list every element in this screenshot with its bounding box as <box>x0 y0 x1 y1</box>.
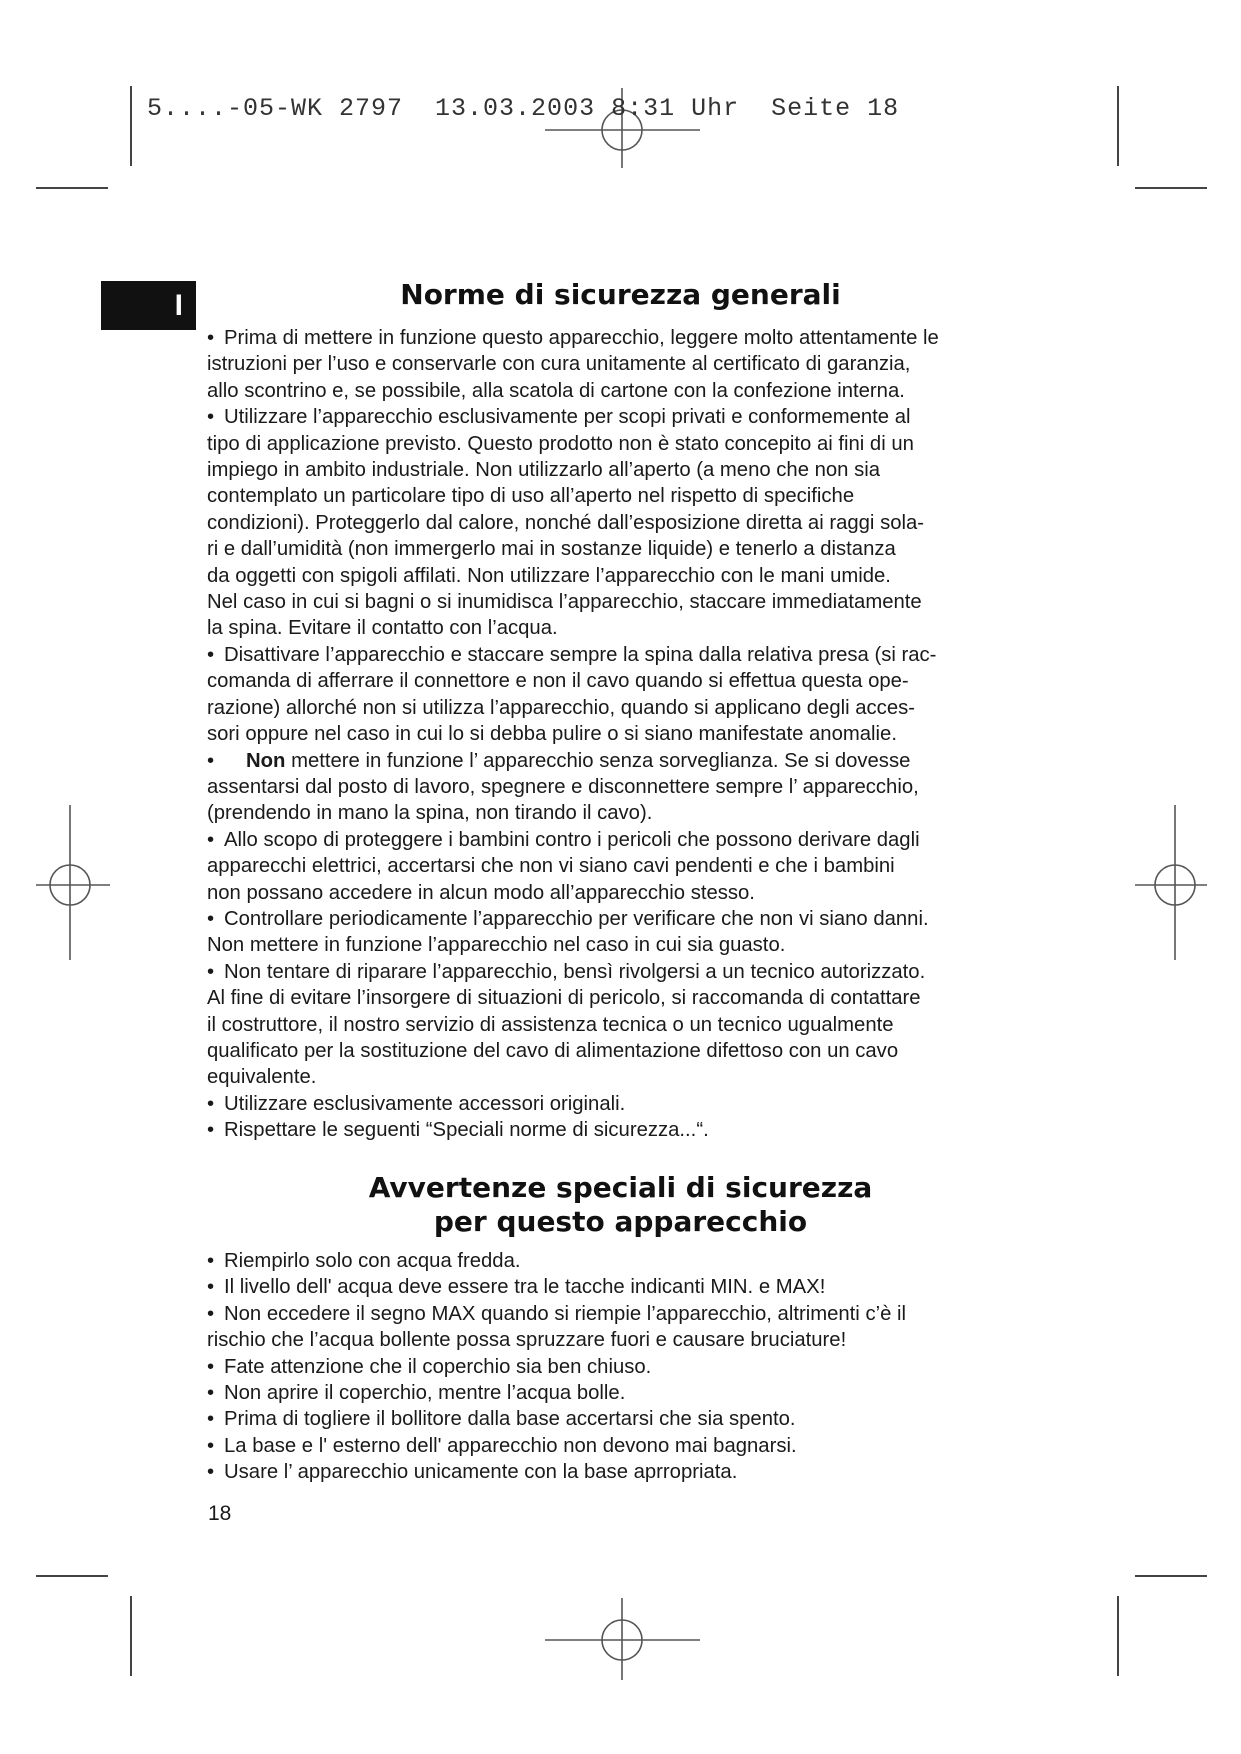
bullet: • <box>207 907 215 930</box>
list-item-line: Disattivare l’apparecchio e staccare sempre la spina dalla relativa presa (si rac- <box>224 643 937 666</box>
list-item <box>207 325 1067 404</box>
list-item-line: tipo di applicazione previsto. Questo prodotto non è stato concepito ai fini di un <box>207 432 914 455</box>
list-item-line: (prendendo in mano la spina, non tirando il cavo). <box>207 802 653 825</box>
list-item-line: Controllare periodicamente l’apparecchio per verificare che non vi siano danni. <box>224 907 929 930</box>
list-item-line: Utilizzare esclusivamente accessori originali. <box>224 1092 626 1115</box>
list-item-line: condizioni). Proteggerlo dal calore, nonché dall’esposizione diretta ai raggi sola- <box>207 511 925 534</box>
list-item-line: la spina. Evitare il contatto con l’acqua. <box>207 617 558 640</box>
section-title-special-warnings-line2: per questo apparecchio <box>433 1205 808 1238</box>
list-item <box>207 642 1067 748</box>
general-safety-list <box>207 325 1067 1144</box>
list-item-line: istruzioni per l’uso e conservarle con cura unitamente al certificato di garanzia, <box>207 353 911 376</box>
list-item-line: ri e dall’umidità (non immergerlo mai in sostanze liquide) e tenerlo a distanza <box>207 538 896 561</box>
list-item <box>207 827 1067 906</box>
language-tab: I <box>101 281 196 330</box>
list-item <box>207 1406 1067 1432</box>
list-item-line: non possano accedere in alcun modo all’apparecchio stesso. <box>207 881 755 904</box>
list-item-line: Prima di togliere il bollitore dalla base accertarsi che sia spento. <box>224 1408 796 1431</box>
special-warnings-list <box>207 1248 1067 1486</box>
bullet: • <box>207 406 215 429</box>
bullet: • <box>207 1119 215 1142</box>
list-item-line: Allo scopo di proteggere i bambini contro i pericoli che possono derivare dagli <box>224 828 920 851</box>
list-item-line: Non tentare di riparare l’apparecchio, bensì rivolgersi a un tecnico autorizzato. <box>224 960 926 983</box>
list-item-line: allo scontrino e, se possibile, alla scatola di cartone con la confezione interna. <box>207 379 905 402</box>
list-item <box>207 1459 1067 1485</box>
list-item-line: Rispettare le seguenti “Speciali norme di sicurezza...“. <box>224 1119 709 1142</box>
list-item-line: Riempirlo solo con acqua fredda. <box>224 1250 521 1272</box>
list-item <box>207 1091 1067 1117</box>
bullet: • <box>207 960 215 983</box>
bullet: • <box>207 1434 215 1457</box>
bullet: • <box>207 1408 215 1431</box>
list-item-line: il costruttore, il nostro servizio di assistenza tecnica o un tecnico ugualmente <box>207 1013 894 1036</box>
bullet: • <box>207 1276 215 1299</box>
bullet: • <box>207 1355 215 1378</box>
list-item-line: Nel caso in cui si bagni o si inumidisca l’apparecchio, staccare immediatamente <box>207 591 922 614</box>
page-number: 18 <box>208 1502 232 1525</box>
section-title-special-warnings-line1: Avvertenze speciali di sicurezza <box>368 1171 873 1204</box>
bullet: • <box>207 749 215 772</box>
list-item-line: mettere in funzione l’ apparecchio senza sorveglianza. Se si dovesse <box>285 749 911 772</box>
list-item <box>207 1274 1067 1300</box>
list-item <box>207 1433 1067 1459</box>
registration-mark-bottom <box>545 1598 700 1680</box>
list-item-line: Utilizzare l’apparecchio esclusivamente per scopi privati e conformemente al <box>224 406 911 429</box>
bullet: • <box>207 1382 215 1405</box>
bullet: • <box>207 1302 215 1325</box>
list-item-line: contemplato un particolare tipo di uso all’aperto nel rispetto di specifiche <box>207 485 855 508</box>
list-item-line: razione) allorché non si utilizza l’apparecchio, quando si applicano degli acces- <box>207 696 916 719</box>
list-item-line: rischio che l’acqua bollente possa spruzzare fuori e causare bruciature! <box>207 1329 847 1352</box>
bullet: • <box>207 327 215 349</box>
bullet: • <box>207 1250 215 1272</box>
bullet: • <box>207 1092 215 1115</box>
list-item-line: Prima di mettere in funzione questo apparecchio, leggere molto attentamente le <box>224 327 939 349</box>
list-item <box>207 959 1067 1091</box>
section-title-general-safety: Norme di sicurezza generali <box>400 278 841 311</box>
list-item-line: Non eccedere il segno MAX quando si riempie l’apparecchio, altrimenti c’è il <box>224 1302 907 1325</box>
list-item-line: Il livello dell' acqua deve essere tra le tacche indicanti MIN. e MAX! <box>224 1276 826 1299</box>
list-item-line: qualificato per la sostituzione del cavo di alimentazione difettoso con un cavo <box>207 1039 899 1062</box>
list-item-line: Usare l’ apparecchio unicamente con la base aprropriata. <box>224 1461 738 1484</box>
list-item-line: comanda di afferrare il connettore e non il cavo quando si effettua questa ope- <box>207 670 909 693</box>
list-item-line: impiego in ambito industriale. Non utilizzarlo all’aperto (a meno che non sia <box>207 459 881 482</box>
list-item <box>207 404 1067 642</box>
list-item-line: assentarsi dal posto di lavoro, spegnere e disconnettere sempre l’ apparecchio, <box>207 775 919 798</box>
list-item-line: La base e l' esterno dell' apparecchio non devono mai bagnarsi. <box>224 1434 797 1457</box>
registration-mark-left <box>36 805 110 960</box>
list-item-line: sori oppure nel caso in cui lo si debba pulire o si siano manifestate anomalie. <box>207 723 897 746</box>
list-item-line: equivalente. <box>207 1066 317 1089</box>
list-item <box>207 1301 1067 1354</box>
bullet: • <box>207 1461 215 1484</box>
list-item <box>207 1117 1067 1143</box>
list-item <box>207 748 1067 827</box>
list-item-line: Fate attenzione che il coperchio sia ben chiuso. <box>224 1355 652 1378</box>
list-item-line: apparecchi elettrici, accertarsi che non vi siano cavi pendenti e che i bambini <box>207 855 895 878</box>
list-item <box>207 1354 1067 1380</box>
list-item-line: Non aprire il coperchio, mentre l’acqua bolle. <box>224 1382 626 1405</box>
registration-mark-right <box>1135 805 1207 960</box>
print-slug-header: 5....-05-WK 2797 13.03.2003 8:31 Uhr Seite 18 <box>147 94 900 123</box>
bullet: • <box>207 643 215 666</box>
list-item <box>207 1248 1067 1274</box>
list-item-line: Al fine di evitare l’insorgere di situazioni di pericolo, si raccomanda di contattare <box>207 987 921 1010</box>
bold-lead-text: Non <box>246 749 286 772</box>
list-item <box>207 906 1067 959</box>
bullet: • <box>207 828 215 851</box>
list-item <box>207 1380 1067 1406</box>
list-item-line: Non mettere in funzione l’apparecchio nel caso in cui sia guasto. <box>207 934 786 957</box>
list-item-line: da oggetti con spigoli affilati. Non utilizzare l’apparecchio con le mani umide. <box>207 564 891 587</box>
